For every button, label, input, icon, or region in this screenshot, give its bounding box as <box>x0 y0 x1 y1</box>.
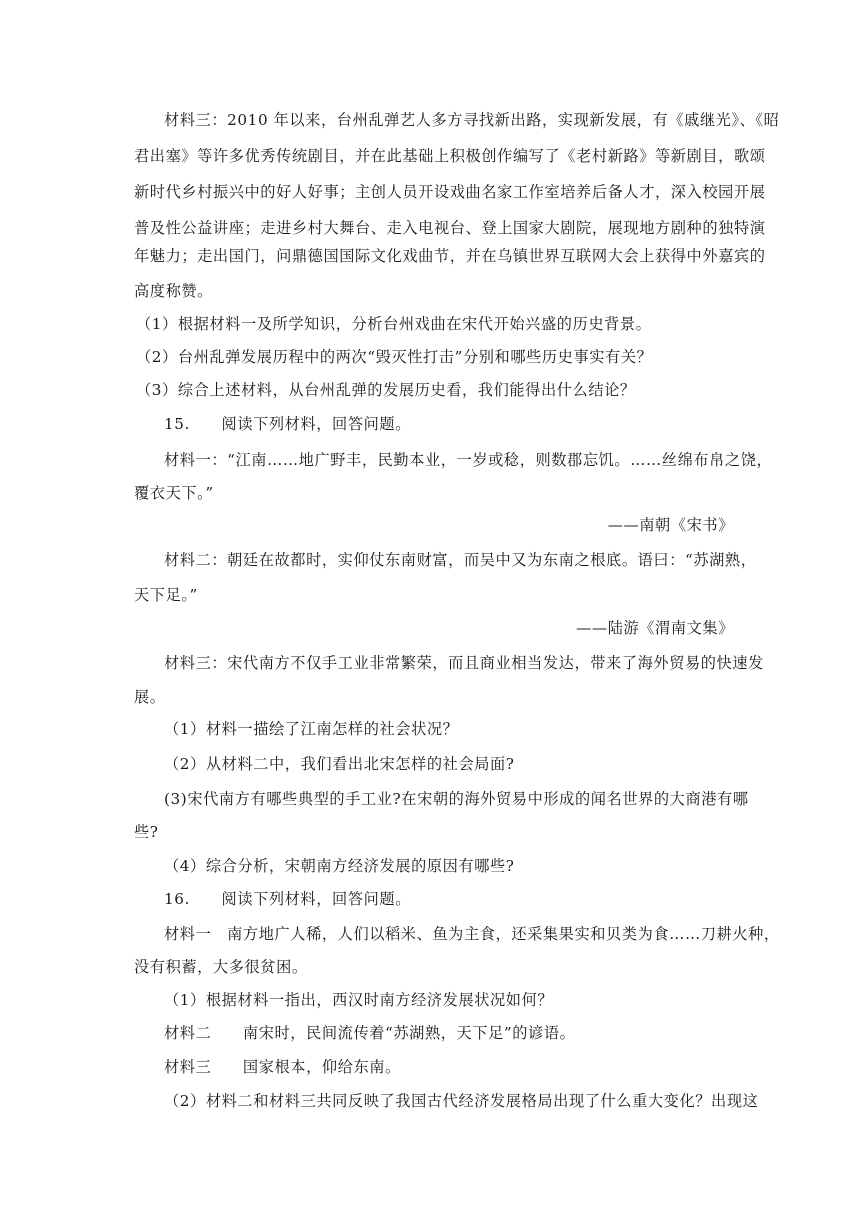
text-line: 材料二 南宋时，民间流传着“苏湖熟，天下足”的谚语。 <box>164 1024 576 1042</box>
text-line: 覆衣天下。” <box>134 484 214 502</box>
question-line: （2）台州乱弹发展历程中的两次“毁灭性打击”分别和哪些历史事实有关？ <box>136 348 653 366</box>
text-line: 高度称赞。 <box>134 282 213 300</box>
text-line: 新时代乡村振兴中的好人好事；主创人员开设戏曲名家工作室培养后备人才，深入校园开展 <box>134 183 766 201</box>
question-line: （1）根据材料一指出，西汉时南方经济发展状况如何？ <box>164 991 554 1009</box>
text-line: 君出塞》等许多优秀传统剧目，并在此基础上积极创作编写了《老村新路》等新剧目，歌颂 <box>134 147 766 165</box>
question-number-16: 16. 阅读下列材料，回答问题。 <box>164 890 411 908</box>
text-line: 天下足。” <box>134 586 198 604</box>
question-line: （2）材料二和材料三共同反映了我国古代经济发展格局出现了什么重大变化？出现这 <box>164 1092 759 1110</box>
text-line: 展。 <box>134 688 166 706</box>
question-line: （4）综合分析，宋朝南方经济发展的原因有哪些? <box>164 857 515 875</box>
text-line: 材料二：朝廷在故都时，实仰仗东南财富，而吴中又为东南之根底。语曰：“苏湖熟， <box>164 551 757 569</box>
text-line: 普及性公益讲座；走进乡村大舞台、走入电视台、登上国家大剧院，展现地方剧种的独特演 <box>134 219 766 237</box>
text-line: 没有积蓄，大多很贫困。 <box>134 958 308 976</box>
question-line: （1）根据材料一及所学知识，分析台州戏曲在宋代开始兴盛的历史背景。 <box>136 315 652 333</box>
text-line: 材料三：宋代南方不仅手工业非常繁荣，而且商业相当发达，带来了海外贸易的快速发 <box>164 654 764 672</box>
text-line: 材料三 国家根本，仰给东南。 <box>164 1058 401 1076</box>
text-line: 年魅力；走出国门，问鼎德国国际文化戏曲节，并在乌镇世界互联网大会上获得中外嘉宾的 <box>134 247 766 265</box>
source-citation: ——南朝《宋书》 <box>607 516 734 534</box>
text-line: 材料三：2010 年以来，台州乱弹艺人多方寻找新出路，实现新发展，有《戚继光》、《昭 <box>164 111 780 129</box>
question-line: 些? <box>134 823 159 841</box>
question-line: (3)宋代南方有哪些典型的手工业?在宋朝的海外贸易中形成的闻名世界的大商港有哪 <box>164 790 749 808</box>
question-line: （3）综合上述材料，从台州乱弹的发展历史看，我们能得出什么结论？ <box>136 381 636 399</box>
source-citation: ——陆游《渭南文集》 <box>576 619 734 637</box>
question-line: （1）材料一描绘了江南怎样的社会状况？ <box>164 720 459 738</box>
text-line: 材料一：“江南……地广野丰，民勤本业，一岁或稔，则数郡忘饥。……丝绵布帛之饶， <box>164 451 773 469</box>
text-line: 材料一 南方地广人稀，人们以稻米、鱼为主食，还采集果实和贝类为食……刀耕火种， <box>164 925 780 943</box>
question-number-15: 15. 阅读下列材料，回答问题。 <box>164 415 411 433</box>
question-line: （2）从材料二中，我们看出北宋怎样的社会局面? <box>164 755 515 773</box>
